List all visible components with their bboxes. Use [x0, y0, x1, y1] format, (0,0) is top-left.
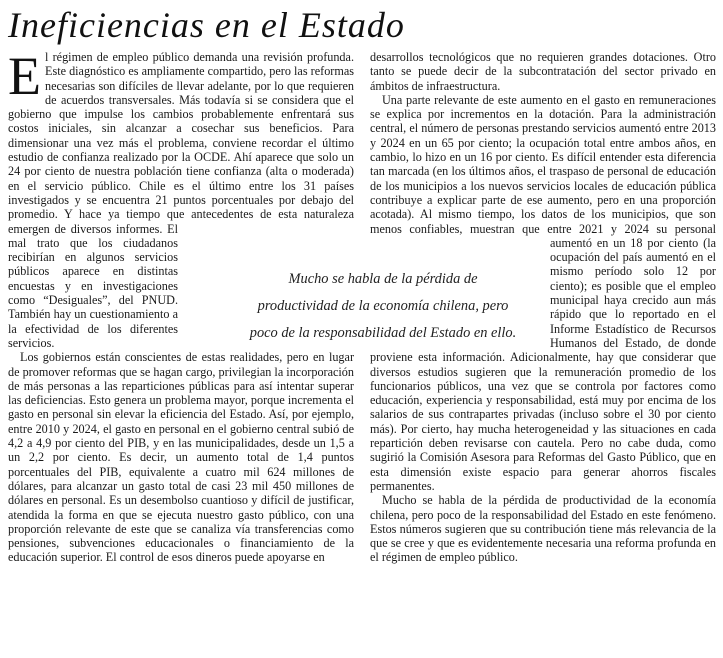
right-paragraph-3: Mucho se habla de la pérdida de productividad de la economía chilena, pero poco de la responsabilidad del Estado en este fenómeno. Estos números sugieren que su contribución tiene más relevancia de la que se cree y que es evidentemente necesaria una reforma profunda en el régimen de empleo público.: [370, 493, 716, 565]
right-paragraph-2: Una parte relevante de este aumento en el gasto en remuneraciones se explica por incrementos en la dotación. Para la administración central, el número de personas prestando servicios aumentó entre 2013 y 2024 en un 65 por ciento; la ocupación total entre ambos años, en cambio, lo hizo en un 16 por ciento. Es difícil entender esta diferencia tan marcada (en los últimos años, el traspaso de personal de educación de los municipios a los nuevos servicios locales de educación pública contribuye a explicar parte de ese aumento, pero en una proporción acotada). Al mismo tiempo, los datos de los municipios, que son menos confiables, muestran que entre 2021 y 2024 su personal aumentó en un 18 por ciento (la ocupación del país aumentó en el mismo período solo 12 por ciento); es posible que el empleo municipal haya crecido aun más rápido que lo reportado en el Informe Estadístico de Recursos Humanos del Estado, de donde proviene esta información. Adicionalmente, hay que considerar que diversos estudios sugieren que la remuneración promedio de los funcionarios públicos, una vez que se controla por factores como educación, experiencia y responsabilidad, está muy por encima de los salarios de sus contrapartes privadas (incluso sobre el 30 por ciento más). Por cierto, hay mucha heterogeneidad y las situaciones en cada repartición deben revisarse con cautela. Pero no cabe duda, como sugirió la Comisión Asesora para Reformas del Gasto Público, que en esta dimensión existe espacio para generar ahorros fiscales permanentes.: [370, 92, 716, 493]
left-paragraph-2: Los gobiernos están conscientes de estas realidades, pero en lugar de promover reformas que se hagan cargo, privilegian la incorporación de más personas a las reparticiones públicas para así intentar superar las deficiencias. Esto genera un problema mayor, porque incrementa el gasto en personal sin elevar la eficiencia del Estado. Así, por ejemplo, entre 2010 y 2024, el gasto en personal en el gobierno central subió de 4,2 a 4,9 por ciento del PIB, y en las municipalidades, desde un 1,5 a un 2,2 por ciento. Es decir, un aumento total de 1,4 puntos porcentuales del PIB, equivalente a cuatro mil 624 millones de dólares, para alcanzar un gasto total de casi 23 mil 450 millones de dólares en personal. Es un desembolso cuantioso y difícil de justificar, atendida la forma en que se ejecuta nuestro gasto público, con una proporción relevante de este que se canaliza vía transferencias como pensiones, subvenciones educacionales o financiamiento de la educación superior. El control de esos dineros puede apoyarse en: [8, 350, 354, 565]
pull-quote: [248, 262, 518, 348]
right-paragraph-1: desarrollos tecnológicos que no requieren grandes dotaciones. Otro tanto se puede decir de la subcontratación del sector privado en ámbitos de infraestructura.: [370, 50, 716, 93]
article-title: Ineficiencias en el Estado: [8, 5, 405, 45]
pullquote-line: productividad de la economía chilena, pero: [257, 298, 509, 314]
pullquote-line: Mucho se habla de la pérdida de: [288, 271, 478, 287]
pullquote-line: poco de la responsabilidad del Estado en ello.: [249, 325, 517, 341]
drop-cap: E: [8, 46, 41, 106]
left-paragraph-1: l régimen de empleo público demanda una revisión profunda. Este diagnóstico es ampliamente compartido, pero las reformas necesarias son difíciles de llevar adelante, por lo que requieren de acuerdos transversales. Más todavía si se considera que el gobierno que impulse los cambios probablemente enfrentará sus costos iniciales, sin alcanzar a cosechar sus beneficios. Para dimensionar una vez más el problema, conviene recordar el último estudio de confianza realizado por la OCDE. Ahí aparece que solo un 24 por ciento de nuestra población tiene confianza (alta o moderada) en el servicio público. Chile es el último entre los 31 países investigados y se encuentra 21 puntos porcentuales por debajo del promedio. Y hace ya tiempo que antecedentes de esta naturaleza emergen de diversos informes. El mal trato que los ciudadanos recibirían en algunos servicios públicos aparece en distintas encuestas y en investigaciones como “Desiguales”, del PNUD. También hay un cuestionamiento a la efectividad de los diferentes servicios.: [8, 50, 354, 350]
